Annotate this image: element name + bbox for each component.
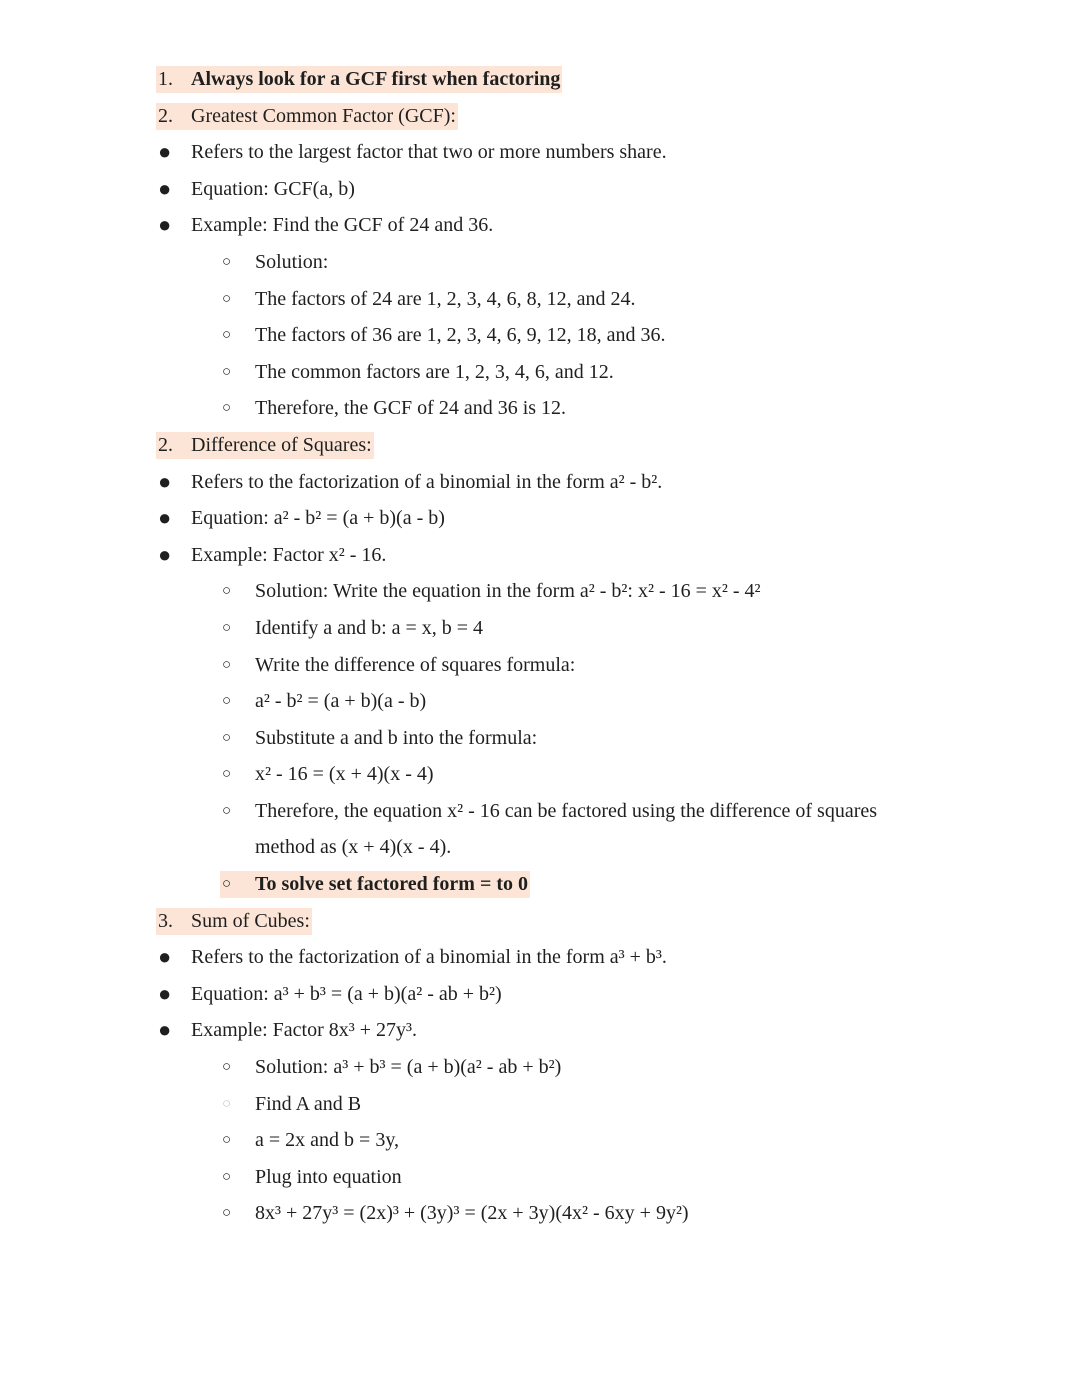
line-text: Solution: Write the equation in the form a² - b²: x² - 16 = x² - 4² [255, 580, 761, 603]
line-text: Refers to the factorization of a binomial in the form a³ + b³. [191, 946, 667, 969]
line-text: The factors of 36 are 1, 2, 3, 4, 6, 9, 12, 18, and 36. [255, 324, 666, 347]
bullet-icon: ● [158, 175, 172, 201]
list-number: 1. [158, 68, 173, 90]
bullet-item [0, 464, 1080, 501]
section-heading [0, 903, 1080, 940]
sub-bullet-icon: ○ [222, 363, 232, 380]
line-text: Always look for a GCF first when factoring [191, 68, 561, 90]
sub-bullet-item [0, 281, 1080, 318]
sub-bullet-icon: ○ [222, 253, 232, 270]
sub-bullet-item [0, 647, 1080, 684]
sub-bullet-icon: ○ [222, 766, 232, 783]
section-heading [0, 61, 1080, 98]
sub-bullet-icon: ○ [222, 290, 232, 307]
line-text: The common factors are 1, 2, 3, 4, 6, and 12. [255, 360, 614, 383]
line-text: The factors of 24 are 1, 2, 3, 4, 6, 8, 12, and 24. [255, 287, 636, 310]
bullet-icon: ● [158, 505, 172, 531]
sub-bullet-icon: ○ [222, 1168, 232, 1185]
sub-bullet-item [0, 317, 1080, 354]
sub-bullet-item [0, 610, 1080, 647]
bullet-icon: ● [158, 468, 172, 494]
line-text: Plug into equation [255, 1165, 402, 1188]
line-text: Sum of Cubes: [191, 909, 310, 932]
line-text: Therefore, the equation x² - 16 can be factored using the difference of squares [255, 799, 878, 822]
bullet-item [0, 207, 1080, 244]
bullet-item [0, 171, 1080, 208]
line-text: Equation: a² - b² = (a + b)(a - b) [191, 507, 445, 530]
sub-bullet-icon: ○ [222, 876, 232, 893]
sub-bullet-item [0, 1049, 1080, 1086]
sub-bullet-icon: ○ [222, 583, 232, 600]
line-text: Solution: [255, 250, 329, 273]
sub-bullet-icon: ○ [222, 802, 232, 819]
line-text: Greatest Common Factor (GCF): [191, 104, 456, 127]
line-text: method as (x + 4)(x - 4). [255, 836, 452, 859]
bullet-item [0, 500, 1080, 537]
sub-bullet-icon: ○ [222, 1132, 232, 1149]
sub-bullet-icon: ○ [222, 327, 232, 344]
line-text: Refers to the largest factor that two or more numbers share. [191, 141, 667, 164]
line-text: Example: Factor x² - 16. [191, 543, 387, 566]
line-text: Equation: a³ + b³ = (a + b)(a² - ab + b²) [191, 982, 502, 1005]
sub-bullet-item [0, 244, 1080, 281]
line-text: Example: Factor 8x³ + 27y³. [191, 1019, 418, 1042]
list-number: 2. [158, 433, 173, 456]
line-text: x² - 16 = (x + 4)(x - 4) [255, 763, 434, 786]
line-text: a = 2x and b = 3y, [255, 1129, 400, 1152]
line-text: Equation: GCF(a, b) [191, 177, 355, 200]
line-text: Difference of Squares: [191, 433, 372, 456]
bullet-icon: ● [158, 541, 172, 567]
bullet-item [0, 537, 1080, 574]
line-text: Identify a and b: a = x, b = 4 [255, 616, 484, 639]
bullet-item [0, 976, 1080, 1013]
section-heading [0, 98, 1080, 135]
sub-bullet-item [0, 1086, 1080, 1123]
line-text: Example: Find the GCF of 24 and 36. [191, 214, 494, 237]
bullet-icon: ● [158, 944, 172, 970]
bullet-icon: ● [158, 980, 172, 1006]
notes-document [0, 61, 1080, 1232]
sub-bullet-icon: ○ [222, 656, 232, 673]
sub-bullet-icon: ○ [222, 400, 232, 417]
sub-bullet-icon: ○ [222, 693, 232, 710]
line-text: a² - b² = (a + b)(a - b) [255, 690, 427, 713]
sub-bullet-item [0, 756, 1080, 793]
sub-bullet-item [0, 866, 1080, 903]
bullet-icon: ● [158, 212, 172, 238]
bullet-item [0, 134, 1080, 171]
sub-bullet-item [0, 354, 1080, 391]
sub-bullet-item [0, 720, 1080, 757]
line-text: Therefore, the GCF of 24 and 36 is 12. [255, 397, 567, 420]
line-text: To solve set factored form = to 0 [255, 873, 529, 896]
sub-bullet-item [0, 793, 1080, 830]
sub-bullet-icon: ○ [222, 619, 232, 636]
sub-bullet-item [0, 683, 1080, 720]
line-text: Write the difference of squares formula: [255, 653, 576, 676]
line-text: Refers to the factorization of a binomial in the form a² - b². [191, 470, 663, 493]
list-number: 3. [158, 909, 173, 932]
bullet-item [0, 939, 1080, 976]
bullet-icon: ● [158, 1017, 172, 1043]
bullet-item [0, 1012, 1080, 1049]
sub-bullet-icon: ○ [222, 729, 232, 746]
bullet-icon: ● [158, 139, 172, 165]
line-text: Find A and B [255, 1092, 362, 1115]
line-text: Solution: a³ + b³ = (a + b)(a² - ab + b²) [255, 1056, 562, 1079]
line-text: 8x³ + 27y³ = (2x)³ + (3y)³ = (2x + 3y)(4x² - 6xy + 9y²) [255, 1202, 689, 1225]
line-text: Substitute a and b into the formula: [255, 726, 538, 749]
sub-bullet-icon: ○ [222, 1205, 232, 1222]
continuation-line [0, 829, 1080, 866]
sub-bullet-item [0, 1195, 1080, 1232]
section-heading [0, 427, 1080, 464]
sub-bullet-icon: ○ [222, 1095, 232, 1112]
sub-bullet-icon: ○ [222, 1059, 232, 1076]
sub-bullet-item [0, 1122, 1080, 1159]
list-number: 2. [158, 104, 173, 127]
sub-bullet-item [0, 573, 1080, 610]
sub-bullet-item [0, 390, 1080, 427]
sub-bullet-item [0, 1159, 1080, 1196]
